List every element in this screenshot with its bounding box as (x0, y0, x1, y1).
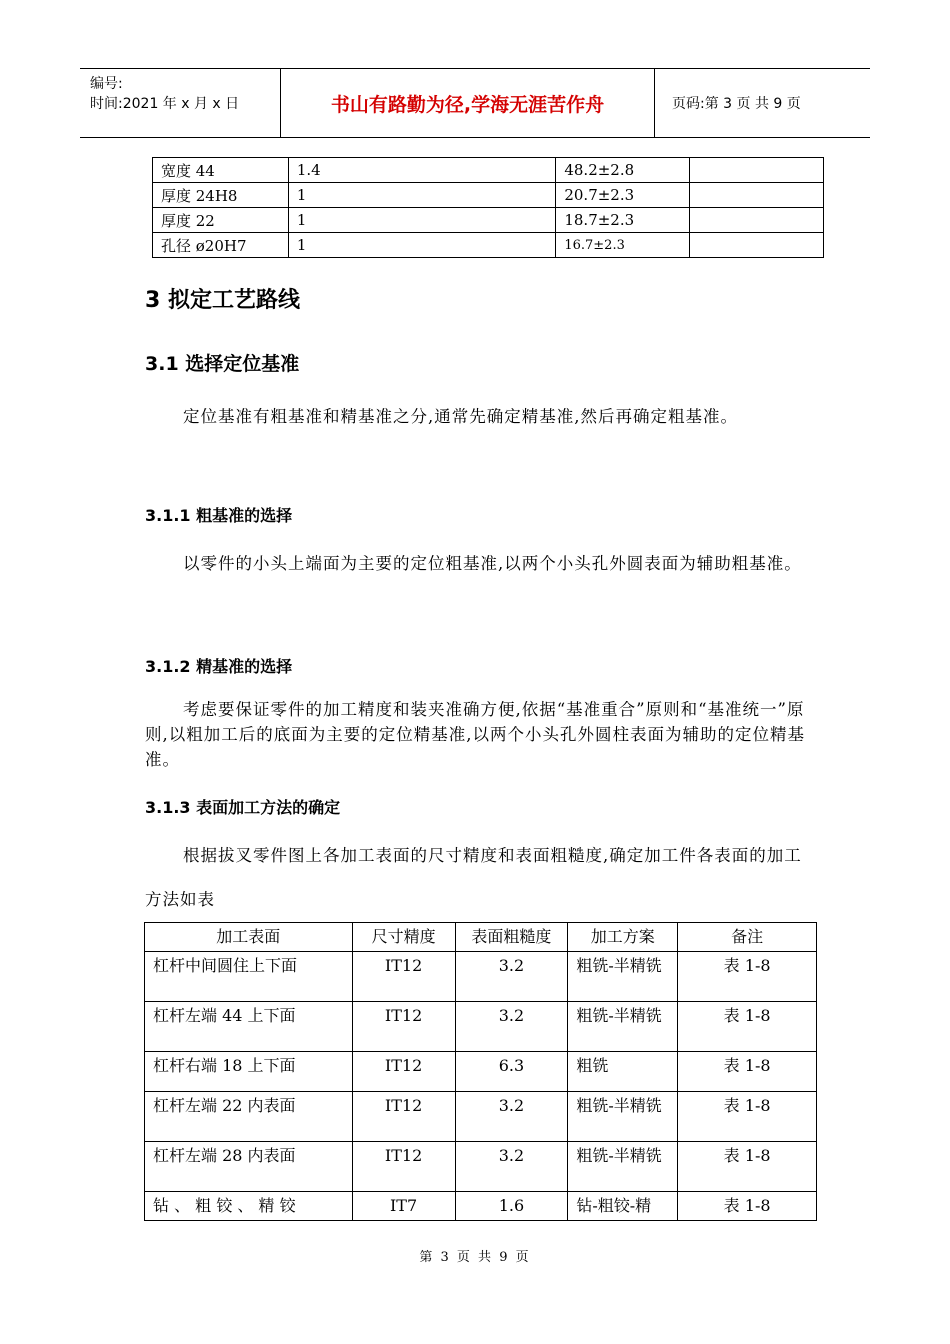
table-row (145, 1192, 817, 1221)
table-cell: 20.7±2.3 (556, 183, 690, 208)
table-cell: 杠杆中间圆住上下面 (145, 952, 353, 1002)
header-page-label (664, 69, 870, 137)
page-header (80, 68, 870, 138)
table-row (145, 1002, 817, 1052)
column-header: 表面粗糙度 (455, 923, 568, 952)
table-cell: IT12 (352, 1052, 455, 1092)
table-row (145, 1052, 817, 1092)
header-meta (80, 69, 280, 137)
table-row (153, 183, 824, 208)
table-cell: 杠杆左端 28 内表面 (145, 1142, 353, 1192)
time-label: 时间:2021 年 x 月 x 日 (90, 96, 240, 112)
table-header-row (145, 923, 817, 952)
table-cell: IT12 (352, 1002, 455, 1052)
table-cell: 钻 、 粗 铰 、 精 铰 (145, 1192, 353, 1221)
column-header: 备注 (678, 923, 817, 952)
table-cell: 宽度 44 (153, 158, 289, 183)
column-header: 加工方案 (568, 923, 678, 952)
table-cell: IT12 (352, 1092, 455, 1142)
processing-method-table (144, 922, 817, 1221)
table-cell: 粗铣-半精铣 (568, 1142, 678, 1192)
table-cell: 48.2±2.8 (556, 158, 690, 183)
table-cell: 表 1-8 (678, 1052, 817, 1092)
table-cell: 粗铣-半精铣 (568, 952, 678, 1002)
table-cell: 1 (288, 233, 556, 258)
table-cell: 1 (288, 183, 556, 208)
paragraph-3-1-3: 根据拔叉零件图上各加工表面的尺寸精度和表面粗糙度,确定加工件各表面的加工方法如表 (145, 846, 802, 909)
table-row (145, 1142, 817, 1192)
page-footer: 第 3 页 共 9 页 (419, 1250, 531, 1265)
paragraph-3-1: 定位基准有粗基准和精基准之分,通常先确定精基准,然后再确定粗基准。 (183, 407, 738, 426)
subsection-title-3-1-3: 3.1.3 表面加工方法的确定 (145, 798, 341, 817)
column-header: 加工表面 (145, 923, 353, 952)
table-cell (690, 233, 824, 258)
table-cell: 杠杆左端 22 内表面 (145, 1092, 353, 1142)
table-row (153, 208, 824, 233)
table-cell: 孔径 ø20H7 (153, 233, 289, 258)
table-cell: 表 1-8 (678, 1092, 817, 1142)
table-cell: 杠杆右端 18 上下面 (145, 1052, 353, 1092)
table-cell: 杠杆左端 44 上下面 (145, 1002, 353, 1052)
page-label: 页码:第 3 页 共 9 页 (672, 96, 801, 112)
table-cell: 6.3 (455, 1052, 568, 1092)
table-row (145, 952, 817, 1002)
subsection-title-3-1-1: 3.1.1 粗基准的选择 (145, 506, 293, 525)
paragraph-3-1-2: 考虑要保证零件的加工精度和装夹准确方便,依据“基准重合”原则和“基准统一”原则,以粗加工后的底面为主要的定位精基准,以两个小头孔外圆柱表面为辅助的定位精基准。 (145, 700, 805, 769)
table-cell: 1.4 (288, 158, 556, 183)
table-cell: IT7 (352, 1192, 455, 1221)
subsection-title-3-1: 3.1 选择定位基准 (145, 353, 300, 375)
table-cell: IT12 (352, 952, 455, 1002)
table-cell: 钻-粗铰-精 (568, 1192, 678, 1221)
table-cell (690, 158, 824, 183)
table-cell: 粗铣-半精铣 (568, 1002, 678, 1052)
column-header: 尺寸精度 (352, 923, 455, 952)
table-cell: 1 (288, 208, 556, 233)
table-cell: 厚度 24H8 (153, 183, 289, 208)
subsection-title-3-1-2: 3.1.2 精基准的选择 (145, 657, 293, 676)
table-cell: IT12 (352, 1142, 455, 1192)
table-cell: 1.6 (455, 1192, 568, 1221)
table-cell: 18.7±2.3 (556, 208, 690, 233)
table-cell: 表 1-8 (678, 1002, 817, 1052)
table-cell: 3.2 (455, 952, 568, 1002)
table-cell (690, 208, 824, 233)
table-cell: 表 1-8 (678, 1192, 817, 1221)
section-title: 3 拟定工艺路线 (145, 288, 300, 313)
header-motto: 书山有路勤为径,学海无涯苦作舟 (280, 69, 655, 137)
table-cell: 表 1-8 (678, 1142, 817, 1192)
table-cell: 3.2 (455, 1002, 568, 1052)
table-row (153, 158, 824, 183)
table-cell: 粗铣 (568, 1052, 678, 1092)
table-cell: 3.2 (455, 1092, 568, 1142)
number-label: 编号: (90, 76, 123, 92)
table-cell: 16.7±2.3 (556, 233, 690, 258)
table-cell: 表 1-8 (678, 952, 817, 1002)
table-row (145, 1092, 817, 1142)
table-cell: 厚度 22 (153, 208, 289, 233)
table-cell: 粗铣-半精铣 (568, 1092, 678, 1142)
paragraph-3-1-1: 以零件的小头上端面为主要的定位粗基准,以两个小头孔外圆表面为辅助粗基准。 (183, 554, 802, 573)
table-cell: 3.2 (455, 1142, 568, 1192)
table-row (153, 233, 824, 258)
dimension-table (152, 157, 824, 258)
table-cell (690, 183, 824, 208)
